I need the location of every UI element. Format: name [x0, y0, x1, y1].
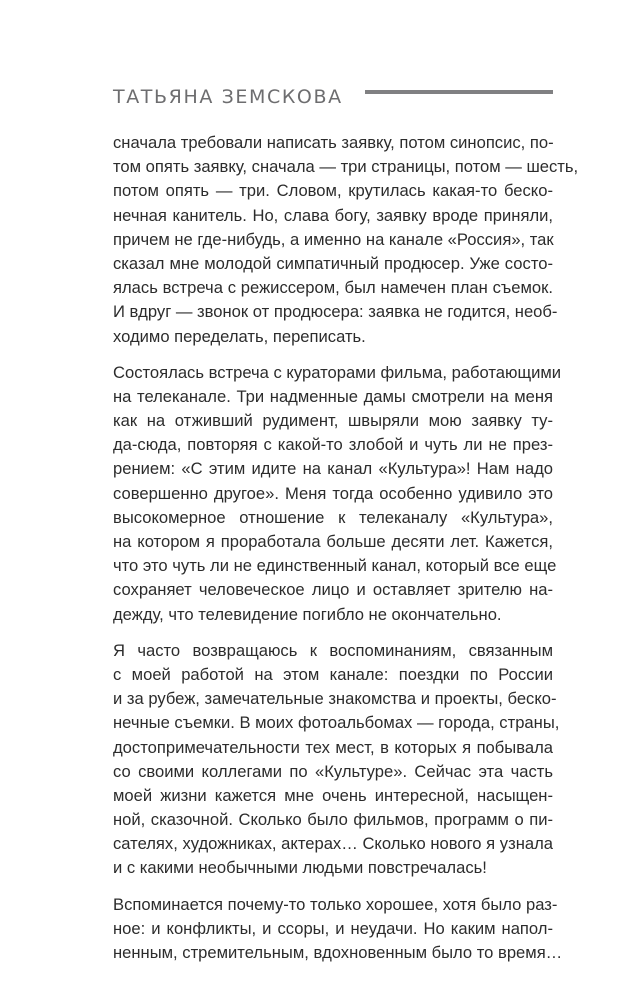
- text-line: высокомерное отношение к телеканалу «Культура»,: [113, 507, 553, 527]
- text-line: совершенно другое». Меня тогда особенно удивило это: [113, 483, 553, 503]
- text-line: Я часто возвращаюсь к воспоминаниям, связанным: [113, 640, 553, 660]
- text-line: сначала требовали написать заявку, потом синопсис, по-: [113, 133, 554, 152]
- text-line: потом опять — три. Словом, крутилась какая-то беско-: [113, 181, 553, 201]
- text-line: том опять заявку, сначала — три страницы, потом — шесть,: [113, 157, 579, 177]
- text-line: ходимо переделать, переписать.: [113, 326, 366, 346]
- running-title-author: ТАТЬЯНА ЗЕМСКОВА: [113, 86, 343, 108]
- text-line: на телеканале. Три надменные дамы смотрели на меня: [113, 386, 553, 406]
- text-line: и за рубеж, замечательные знакомства и проекты, беско-: [113, 689, 557, 709]
- running-header: [113, 84, 553, 110]
- text-line: И вдруг — звонок от продюсера: заявка не годится, необ-: [113, 302, 558, 322]
- text-line: рением: «С этим идите на канал «Культура»! Нам надо: [113, 459, 553, 479]
- header-rule: [365, 90, 553, 94]
- body-text: [113, 131, 579, 977]
- paragraph-2: [113, 361, 562, 627]
- text-line: со своими коллегами по «Культуре». Сейчас эта часть: [113, 761, 553, 781]
- text-line: сателях, художниках, актерах… Сколько нового я узнала: [113, 834, 553, 854]
- text-line: нечная канитель. Но, слава богу, заявку вроде приняли,: [113, 205, 553, 225]
- text-line: что это чуть ли не единственный канал, который все еще: [113, 556, 557, 576]
- text-line: достопримечательности тех мест, в которых я побывала: [113, 737, 553, 757]
- paragraph-1: [113, 131, 579, 349]
- text-line: и с какими необычными людьми повстречалась!: [113, 858, 487, 878]
- text-line: ялась встреча с режиссером, был намечен план съемок.: [113, 278, 553, 298]
- text-line: ное: и конфликты, и ссоры, и неудачи. Но каким напол-: [113, 918, 553, 938]
- paragraph-4: [113, 893, 563, 966]
- text-line: Состоялась встреча с кураторами фильма, работающими: [113, 362, 562, 382]
- text-line: с моей работой на этом канале: поездки по России: [113, 664, 553, 684]
- text-line: Вспоминается почему-то только хорошее, хотя было раз-: [113, 894, 558, 914]
- text-line: ной, сказочной. Сколько было фильмов, программ о пи-: [113, 810, 553, 830]
- text-line: на котором я проработала больше десяти лет. Кажется,: [113, 532, 553, 551]
- text-line: как на отживший рудимент, швыряли мою заявку ту-: [113, 411, 553, 431]
- text-line: сказал мне молодой симпатичный продюсер. Уже состо-: [113, 253, 553, 273]
- paragraph-3: [113, 639, 560, 881]
- text-line: ненным, стремительным, вдохновенным было то время…: [113, 943, 563, 962]
- text-line: моей жизни кажется мне очень интересной, насыщен-: [113, 785, 553, 805]
- text-line: сохраняет человеческое лицо и оставляет зрителю на-: [113, 580, 553, 600]
- text-line: да-сюда, повторяя с какой-то злобой и чуть ли не през-: [113, 435, 553, 455]
- text-line: дежду, что телевидение погибло не окончательно.: [113, 604, 502, 624]
- text-line: нечные съемки. В моих фотоальбомах — города, страны,: [113, 713, 560, 733]
- text-line: причем не где-нибудь, а именно на канале «Россия», так: [113, 229, 554, 249]
